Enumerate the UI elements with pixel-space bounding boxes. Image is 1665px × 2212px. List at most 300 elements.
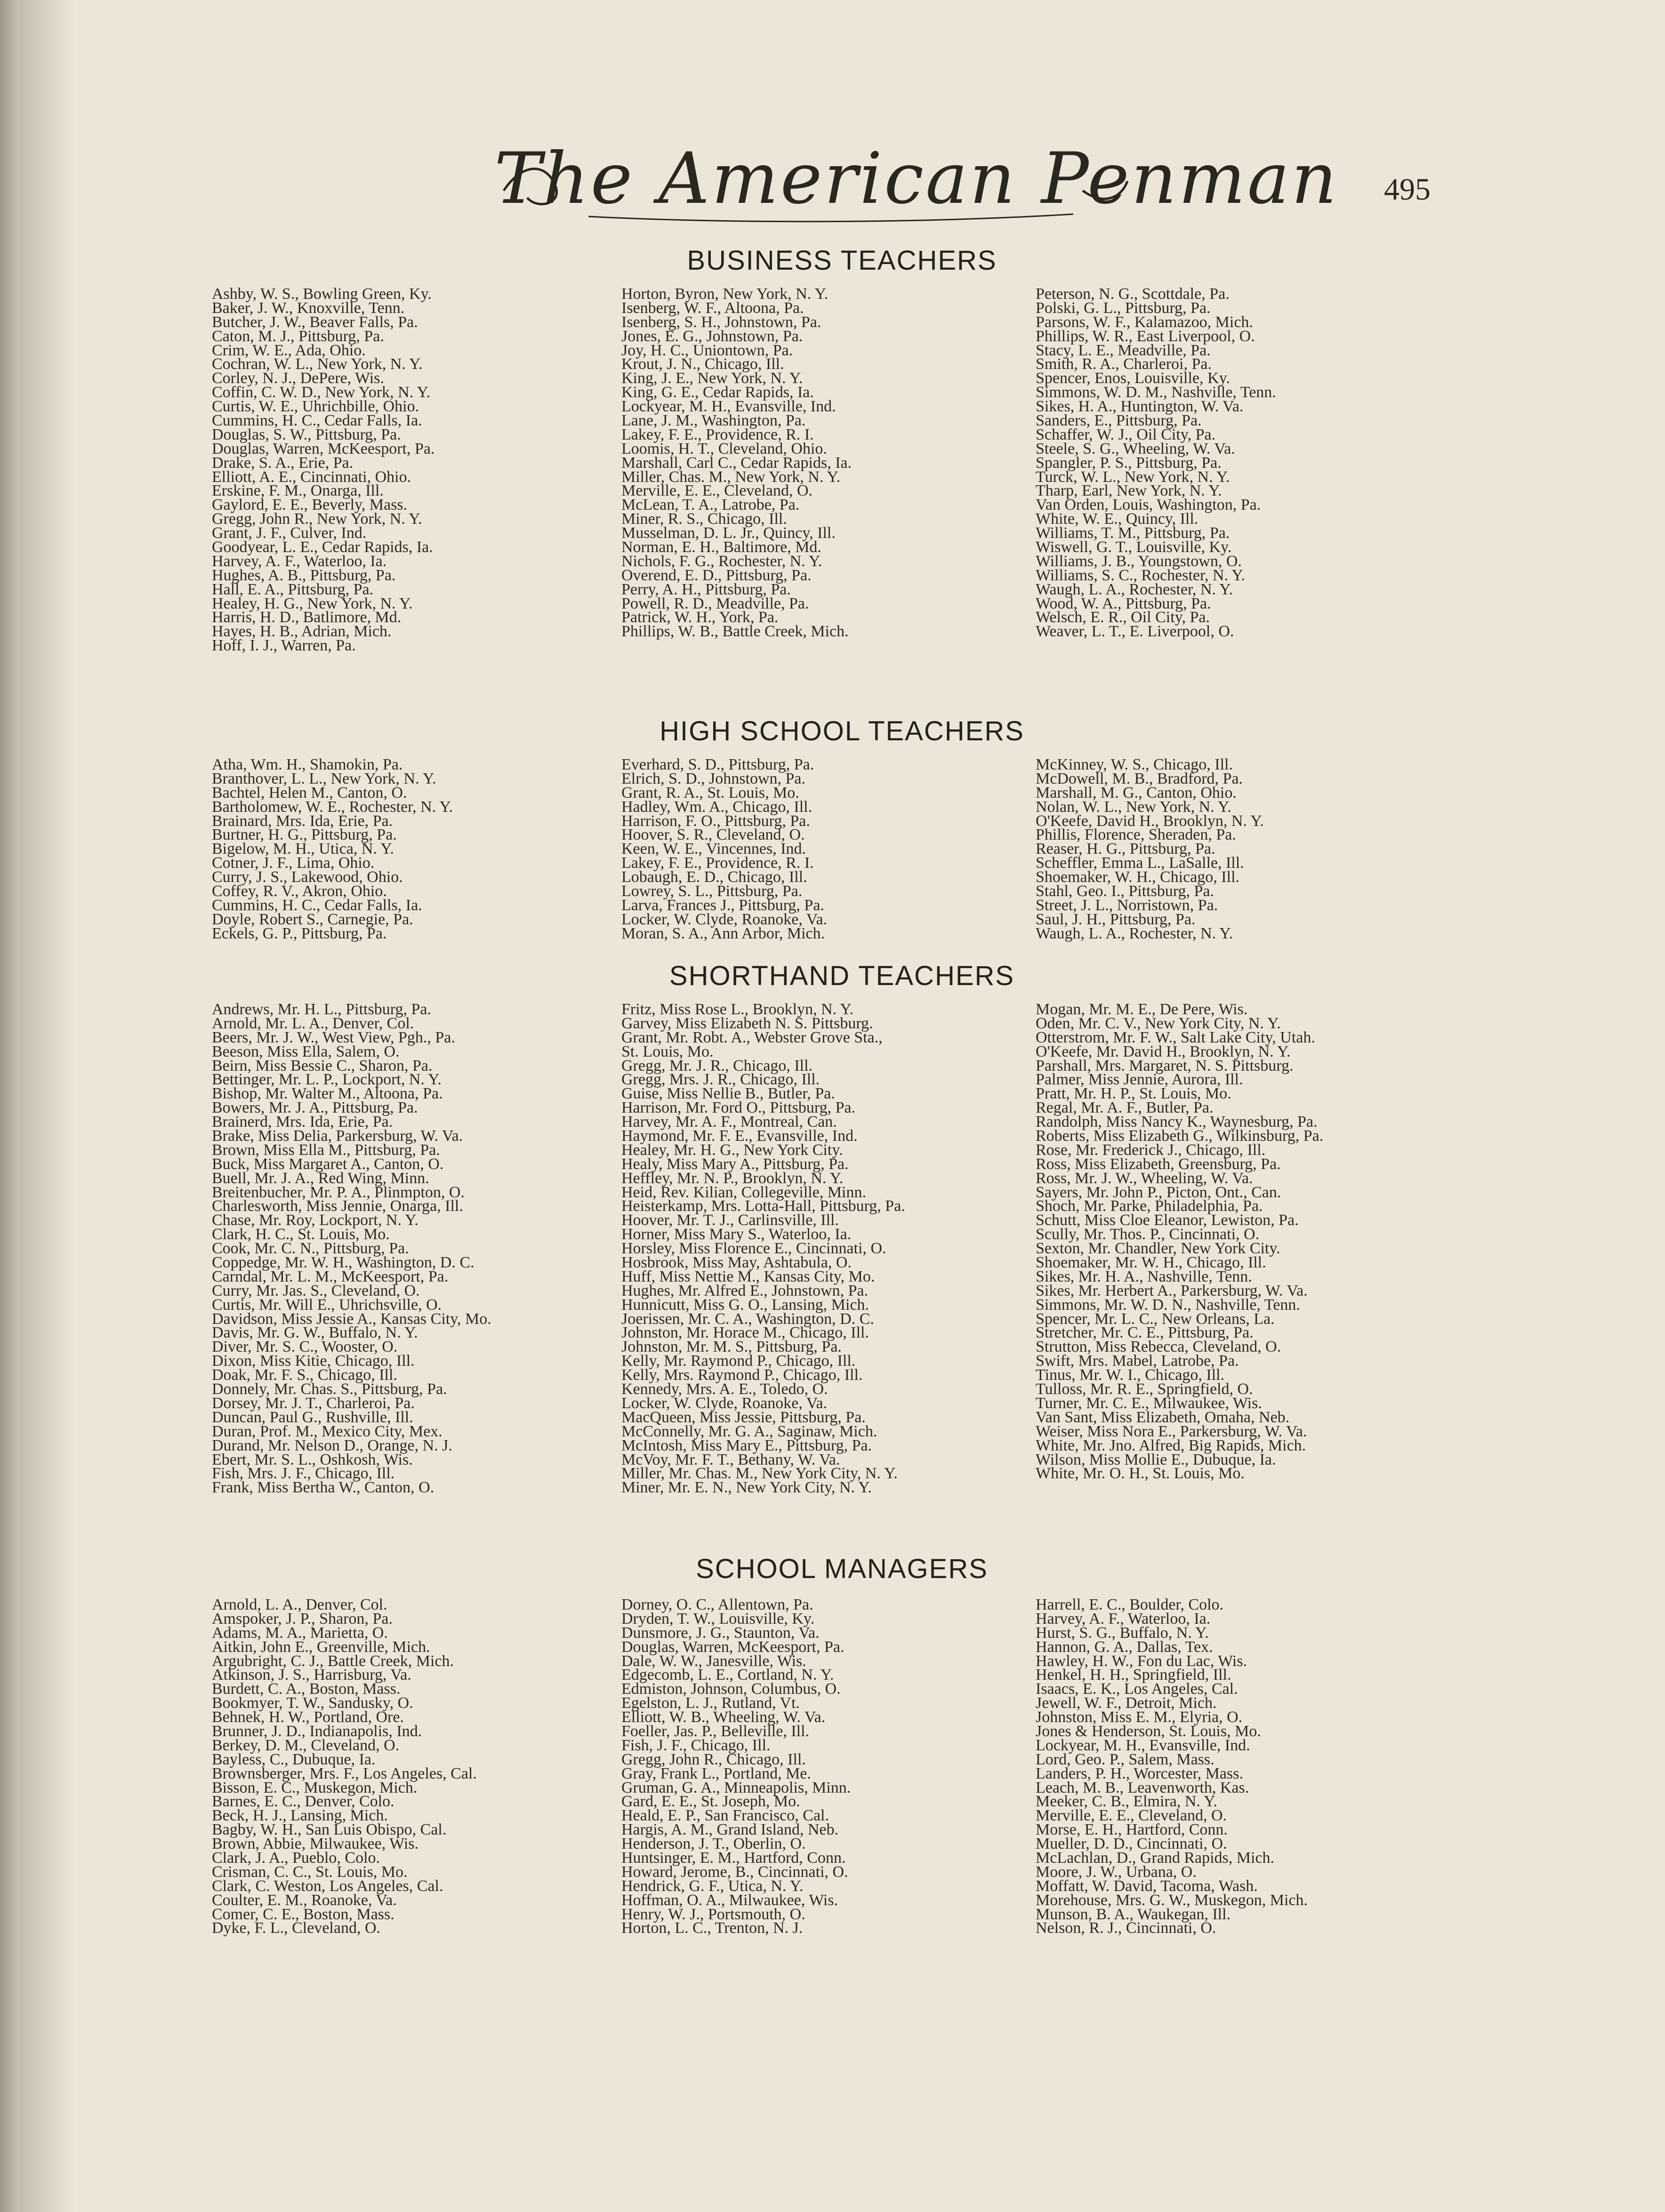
directory-entry: Gregg, John R., New York, N. Y. xyxy=(212,510,422,528)
directory-entry: Lockyear, M. H., Evansville, Ind. xyxy=(1036,1736,1250,1754)
directory-entry: Gregg, John R., Chicago, Ill. xyxy=(621,1750,806,1768)
directory-entry: Oden, Mr. C. V., New York City, N. Y. xyxy=(1036,1014,1281,1032)
directory-entry: Elliott, A. E., Cincinnati, Ohio. xyxy=(212,468,411,486)
directory-entry: Horton, Byron, New York, N. Y. xyxy=(621,285,828,303)
directory-entry: Hall, E. A., Pittsburg, Pa. xyxy=(212,580,374,598)
directory-entry: Simmons, W. D. M., Nashville, Tenn. xyxy=(1036,384,1276,401)
directory-entry: Brownsberger, Mrs. F., Los Angeles, Cal. xyxy=(212,1764,477,1782)
directory-entry: Elliott, W. B., Wheeling, W. Va. xyxy=(621,1708,826,1726)
directory-entry: Lord, Geo. P., Salem, Mass. xyxy=(1036,1750,1215,1768)
directory-entry: Brainerd, Mrs. Ida, Erie, Pa. xyxy=(212,1113,393,1131)
shorthand-teachers-column-3 xyxy=(1036,1002,1323,1481)
directory-entry: Reaser, H. G., Pittsburg, Pa. xyxy=(1036,840,1215,858)
directory-entry: Bookmyer, T. W., Sandusky, O. xyxy=(212,1694,413,1712)
directory-entry: Burtner, H. G., Pittsburg, Pa. xyxy=(212,826,397,844)
directory-entry: Coffey, R. V., Akron, Ohio. xyxy=(212,882,387,900)
directory-entry: Swift, Mrs. Mabel, Latrobe, Pa. xyxy=(1036,1352,1239,1370)
directory-entry: Harris, H. D., Batlimore, Md. xyxy=(212,609,402,626)
directory-entry: Morse, E. H., Hartford, Conn. xyxy=(1036,1821,1228,1839)
directory-entry: Heffley, Mr. N. P., Brooklyn, N. Y. xyxy=(621,1169,844,1187)
directory-entry: King, J. E., New York, N. Y. xyxy=(621,369,803,387)
directory-entry: Aitkin, John E., Greenville, Mich. xyxy=(212,1638,430,1656)
directory-entry: Charlesworth, Miss Jennie, Onarga, Ill. xyxy=(212,1197,463,1215)
directory-entry: Sikes, H. A., Huntington, W. Va. xyxy=(1036,398,1244,416)
directory-entry: Loomis, H. T., Cleveland, Ohio. xyxy=(621,440,827,457)
directory-entry: Henderson, J. T., Oberlin, O. xyxy=(621,1835,806,1853)
directory-entry: Turck, W. L., New York, N. Y. xyxy=(1036,468,1230,486)
directory-entry: Duran, Prof. M., Mexico City, Mex. xyxy=(212,1422,442,1440)
directory-entry: Gruman, G. A., Minneapolis, Minn. xyxy=(621,1779,851,1796)
directory-entry: Argubright, C. J., Battle Creek, Mich. xyxy=(212,1652,454,1670)
directory-entry: Spangler, P. S., Pittsburg, Pa. xyxy=(1036,454,1222,472)
directory-entry: Harrison, Mr. Ford O., Pittsburg, Pa. xyxy=(621,1099,856,1117)
directory-entry: Butcher, J. W., Beaver Falls, Pa. xyxy=(212,313,418,331)
directory-entry: Schaffer, W. J., Oil City, Pa. xyxy=(1036,425,1216,443)
directory-entry: Sexton, Mr. Chandler, New York City. xyxy=(1036,1240,1280,1258)
directory-entry: Waugh, L. A., Rochester, N. Y. xyxy=(1036,924,1233,942)
directory-entry: Bishop, Mr. Walter M., Altoona, Pa. xyxy=(212,1085,443,1103)
directory-entry: Isenberg, W. F., Altoona, Pa. xyxy=(621,299,804,317)
directory-entry: Henry, W. J., Portsmouth, O. xyxy=(621,1905,805,1923)
directory-entry: Dorsey, Mr. J. T., Charleroi, Pa. xyxy=(212,1394,415,1412)
directory-entry: Johnston, Mr. M. S., Pittsburg, Pa. xyxy=(621,1338,842,1356)
directory-entry: Shoemaker, Mr. W. H., Chicago, Ill. xyxy=(1036,1254,1266,1272)
directory-entry: Saul, J. H., Pittsburg, Pa. xyxy=(1036,910,1196,928)
directory-entry: Dunsmore, J. G., Staunton, Va. xyxy=(621,1624,820,1642)
directory-entry: Bayless, C., Dubuque, Ia. xyxy=(212,1750,376,1768)
directory-entry: Elrich, S. D., Johnstown, Pa. xyxy=(621,769,805,787)
directory-entry: Ross, Mr. J. W., Wheeling, W. Va. xyxy=(1036,1169,1253,1187)
directory-entry: Clark, H. C., St. Louis, Mo. xyxy=(212,1226,390,1243)
directory-entry: Douglas, S. W., Pittsburg, Pa. xyxy=(212,425,401,443)
section-heading-business-teachers: BUSINESS TEACHERS xyxy=(687,245,997,276)
directory-entry: Marshall, Carl C., Cedar Rapids, Ia. xyxy=(621,454,852,472)
directory-entry: Roberts, Miss Elizabeth G., Wilkinsburg, Pa. xyxy=(1036,1127,1324,1145)
directory-entry: Bigelow, M. H., Utica, N. Y. xyxy=(212,840,394,858)
directory-entry: Musselman, D. L. Jr., Quincy, Ill. xyxy=(621,524,836,542)
directory-entry: Lakey, F. E., Providence, R. I. xyxy=(621,854,814,872)
directory-entry: Hawley, H. W., Fon du Lac, Wis. xyxy=(1036,1652,1247,1670)
directory-entry: Donnely, Mr. Chas. S., Pittsburg, Pa. xyxy=(212,1380,447,1398)
directory-entry: Strutton, Miss Rebecca, Cleveland, O. xyxy=(1036,1338,1281,1356)
page xyxy=(19,0,1665,2212)
business-teachers-column-3 xyxy=(1036,287,1276,639)
directory-entry: McKinney, W. S., Chicago, Ill. xyxy=(1036,756,1233,773)
directory-entry: Erskine, F. M., Onarga, Ill. xyxy=(212,482,384,500)
directory-entry: Brunner, J. D., Indianapolis, Ind. xyxy=(212,1723,422,1740)
directory-entry: Peterson, N. G., Scottdale, Pa. xyxy=(1036,285,1230,303)
high-school-teachers-column-2 xyxy=(621,758,827,941)
directory-entry: Simmons, Mr. W. D. N., Nashville, Tenn. xyxy=(1036,1296,1300,1314)
directory-entry: Tulloss, Mr. R. E., Springfield, O. xyxy=(1036,1380,1253,1398)
directory-entry: Weiser, Miss Nora E., Parkersburg, W. Va. xyxy=(1036,1422,1307,1440)
directory-entry: McIntosh, Miss Mary E., Pittsburg, Pa. xyxy=(621,1436,872,1454)
directory-entry: White, Mr. Jno. Alfred, Big Rapids, Mich. xyxy=(1036,1436,1306,1454)
directory-entry: Jones, E. G., Johnstown, Pa. xyxy=(621,327,803,345)
directory-entry: Bisson, E. C., Muskegon, Mich. xyxy=(212,1779,418,1796)
section-heading-school-managers: SCHOOL MANAGERS xyxy=(696,1554,988,1584)
directory-entry: Gaylord, E. E., Beverly, Mass. xyxy=(212,496,408,514)
directory-entry: Gray, Frank L., Portland, Me. xyxy=(621,1764,811,1782)
directory-entry: Williams, J. B., Youngstown, O. xyxy=(1036,552,1242,570)
facing-page-edge xyxy=(0,0,19,2212)
directory-entry: Perry, A. H., Pittsburg, Pa. xyxy=(621,580,791,598)
directory-entry: Stacy, L. E., Meadville, Pa. xyxy=(1036,341,1211,359)
directory-entry: Healey, H. G., New York, N. Y. xyxy=(212,594,413,612)
directory-entry: Behnek, H. W., Portland, Ore. xyxy=(212,1708,404,1726)
directory-entry: Harrell, E. C., Boulder, Colo. xyxy=(1036,1596,1224,1613)
directory-entry: Brake, Miss Delia, Parkersburg, W. Va. xyxy=(212,1127,463,1145)
directory-entry: Cook, Mr. C. N., Pittsburg, Pa. xyxy=(212,1240,409,1258)
directory-entry: Patrick, W. H., York, Pa. xyxy=(621,609,779,626)
directory-entry: Clark, J. A., Pueblo, Colo. xyxy=(212,1849,380,1867)
directory-entry: Curtis, Mr. Will E., Uhrichsville, O. xyxy=(212,1296,442,1314)
directory-entry: Foeller, Jas. P., Belleville, Ill. xyxy=(621,1723,810,1740)
directory-entry: Phillis, Florence, Sheraden, Pa. xyxy=(1036,826,1236,844)
directory-entry: Fish, Mrs. J. F., Chicago, Ill. xyxy=(212,1465,395,1483)
directory-entry: Hadley, Wm. A., Chicago, Ill. xyxy=(621,798,812,816)
directory-entry: Ebert, Mr. S. L., Oshkosh, Wis. xyxy=(212,1451,413,1468)
directory-entry: Lowrey, S. L., Pittsburg, Pa. xyxy=(621,882,803,900)
directory-entry: Tharp, Earl, New York, N. Y. xyxy=(1036,482,1222,500)
directory-entry: Dale, W. W., Janesville, Wis. xyxy=(621,1652,806,1670)
business-teachers-column-2 xyxy=(621,287,852,639)
directory-entry: Bettinger, Mr. L. P., Lockport, N. Y. xyxy=(212,1071,442,1089)
directory-entry: Kelly, Mr. Raymond P., Chicago, Ill. xyxy=(621,1352,856,1370)
directory-entry: Miner, R. S., Chicago, Ill. xyxy=(621,510,787,528)
directory-entry: Coffin, C. W. D., New York, N. Y. xyxy=(212,384,431,401)
directory-entry: Spencer, Mr. L. C., New Orleans, La. xyxy=(1036,1310,1275,1328)
directory-entry: Douglas, Warren, McKeesport, Pa. xyxy=(212,440,435,457)
directory-entry: Smith, R. A., Charleroi, Pa. xyxy=(1036,355,1212,373)
directory-entry: Krout, J. N., Chicago, Ill. xyxy=(621,355,784,373)
directory-entry: Wiswell, G. T., Louisville, Ky. xyxy=(1036,538,1232,556)
directory-entry: Williams, S. C., Rochester, N. Y. xyxy=(1036,566,1245,584)
directory-entry: Atha, Wm. H., Shamokin, Pa. xyxy=(212,756,403,773)
directory-entry: Munson, B. A., Waukegan, Ill. xyxy=(1036,1905,1231,1923)
gutter-shadow xyxy=(19,0,75,2212)
directory-entry: Berkey, D. M., Cleveland, O. xyxy=(212,1736,400,1754)
section-heading-shorthand-teachers: SHORTHAND TEACHERS xyxy=(669,961,1015,991)
directory-entry: Crisman, C. C., St. Louis, Mo. xyxy=(212,1863,408,1881)
directory-entry: Sikes, Mr. Herbert A., Parkersburg, W. Va. xyxy=(1036,1282,1308,1299)
directory-entry: Rose, Mr. Frederick J., Chicago, Ill. xyxy=(1036,1141,1266,1159)
directory-entry: Steele, S. G., Wheeling, W. Va. xyxy=(1036,440,1235,457)
directory-entry: Hannon, G. A., Dallas, Tex. xyxy=(1036,1638,1213,1656)
directory-entry: Douglas, Warren, McKeesport, Pa. xyxy=(621,1638,845,1656)
directory-entry: Andrews, Mr. H. L., Pittsburg, Pa. xyxy=(212,1001,431,1018)
directory-entry: Waugh, L. A., Rochester, N. Y. xyxy=(1036,580,1233,598)
directory-entry: Huntsinger, E. M., Hartford, Conn. xyxy=(621,1849,846,1867)
directory-entry: Cummins, H. C., Cedar Falls, Ia. xyxy=(212,412,422,430)
directory-entry: White, Mr. O. H., St. Louis, Mo. xyxy=(1036,1465,1245,1483)
directory-entry: Howard, Jerome, B., Cincinnati, O. xyxy=(621,1863,848,1881)
directory-entry: Parshall, Mrs. Margaret, N. S. Pittsburg. xyxy=(1036,1057,1294,1074)
directory-entry: Turner, Mr. C. E., Milwaukee, Wis. xyxy=(1036,1394,1262,1412)
directory-entry: Everhard, S. D., Pittsburg, Pa. xyxy=(621,756,814,773)
high-school-teachers-column-3 xyxy=(1036,758,1264,941)
directory-entry: Miner, Mr. E. N., New York City, N. Y. xyxy=(621,1479,872,1497)
directory-entry: Dixon, Miss Kitie, Chicago, Ill. xyxy=(212,1352,415,1370)
directory-entry: Otterstrom, Mr. F. W., Salt Lake City, Utah. xyxy=(1036,1028,1315,1046)
directory-entry: Leach, M. B., Leavenworth, Kas. xyxy=(1036,1779,1249,1796)
business-teachers-column-1 xyxy=(212,287,434,653)
directory-entry: Overend, E. D., Pittsburg, Pa. xyxy=(621,566,812,584)
directory-entry: Carndal, Mr. L. M., McKeesport, Pa. xyxy=(212,1267,449,1285)
directory-entry: Phillips, W. B., Battle Creek, Mich. xyxy=(621,623,849,641)
directory-entry: Fish, J. F., Chicago, Ill. xyxy=(621,1736,771,1754)
directory-entry: Horsley, Miss Florence E., Cincinnati, O. xyxy=(621,1240,886,1258)
directory-entry: Miller, Mr. Chas. M., New York City, N. Y. xyxy=(621,1465,898,1483)
directory-entry: Grant, J. F., Culver, Ind. xyxy=(212,524,367,542)
directory-entry: Marshall, M. G., Canton, Ohio. xyxy=(1036,784,1237,801)
directory-entry: Hurst, S. G., Buffalo, N. Y. xyxy=(1036,1624,1209,1642)
directory-entry: Arnold, L. A., Denver, Col. xyxy=(212,1596,387,1613)
directory-entry: Lane, J. M., Washington, Pa. xyxy=(621,412,806,430)
directory-entry: O'Keefe, David H., Brooklyn, N. Y. xyxy=(1036,812,1264,830)
directory-entry: Heisterkamp, Mrs. Lotta-Hall, Pittsburg, Pa. xyxy=(621,1197,905,1215)
directory-entry: Diver, Mr. S. C., Wooster, O. xyxy=(212,1338,398,1356)
directory-entry: Healy, Miss Mary A., Pittsburg, Pa. xyxy=(621,1155,849,1173)
directory-entry: Davidson, Miss Jessie A., Kansas City, Mo. xyxy=(212,1310,491,1328)
directory-entry: Ross, Miss Elizabeth, Greensburg, Pa. xyxy=(1036,1155,1281,1173)
directory-entry: Hoover, Mr. T. J., Carlinsville, Ill. xyxy=(621,1211,839,1229)
directory-entry: Beeson, Miss Ella, Salem, O. xyxy=(212,1042,400,1060)
directory-entry: Hughes, Mr. Alfred E., Johnstown, Pa. xyxy=(621,1282,869,1299)
shorthand-teachers-column-1 xyxy=(212,1002,491,1495)
directory-entry: Lakey, F. E., Providence, R. I. xyxy=(621,425,814,443)
directory-entry: Burdett, C. A., Boston, Mass. xyxy=(212,1680,401,1698)
directory-entry: Landers, P. H., Worcester, Mass. xyxy=(1036,1764,1243,1782)
directory-entry: Corley, N. J., DePere, Wis. xyxy=(212,369,384,387)
directory-entry: Horton, L. C., Trenton, N. J. xyxy=(621,1919,803,1937)
directory-entry: Williams, T. M., Pittsburg, Pa. xyxy=(1036,524,1230,542)
directory-entry: Locker, W. Clyde, Roanoke, Va. xyxy=(621,1394,828,1412)
directory-entry: Scully, Mr. Thos. P., Cincinnati, O. xyxy=(1036,1226,1260,1243)
directory-entry: Harvey, A. F., Waterloo, Ia. xyxy=(1036,1610,1211,1627)
directory-entry: Dyke, F. L., Cleveland, O. xyxy=(212,1919,380,1937)
directory-entry: Phillips, W. R., East Liverpool, O. xyxy=(1036,327,1255,345)
directory-entry: Isaacs, E. K., Los Angeles, Cal. xyxy=(1036,1680,1238,1698)
directory-entry: Clark, C. Weston, Los Angeles, Cal. xyxy=(212,1877,443,1895)
directory-entry: Hoover, S. R., Cleveland, O. xyxy=(621,826,805,844)
directory-entry: Curry, J. S., Lakewood, Ohio. xyxy=(212,868,403,886)
directory-entry: Gregg, Mr. J. R., Chicago, Ill. xyxy=(621,1057,813,1074)
directory-entry: Mogan, Mr. M. E., De Pere, Wis. xyxy=(1036,1001,1248,1018)
directory-entry: Adams, M. A., Marietta, O. xyxy=(212,1624,388,1642)
directory-entry: Dorney, O. C., Allentown, Pa. xyxy=(621,1596,813,1613)
directory-entry: Joy, H. C., Uniontown, Pa. xyxy=(621,341,793,359)
directory-entry: Huff, Miss Nettie M., Kansas City, Mo. xyxy=(621,1267,875,1285)
directory-entry: Beck, H. J., Lansing, Mich. xyxy=(212,1807,388,1825)
directory-entry: Duncan, Paul G., Rushville, Ill. xyxy=(212,1408,413,1426)
directory-entry: Stretcher, Mr. C. E., Pittsburg, Pa. xyxy=(1036,1324,1254,1342)
directory-entry: Shoemaker, W. H., Chicago, Ill. xyxy=(1036,868,1240,886)
directory-entry: Wood, W. A., Pittsburg, Pa. xyxy=(1036,594,1211,612)
directory-entry: Caton, M. J., Pittsburg, Pa. xyxy=(212,327,384,345)
directory-entry: Merville, E. E., Cleveland, O. xyxy=(621,482,813,500)
directory-entry: Stahl, Geo. I., Pittsburg, Pa. xyxy=(1036,882,1215,900)
directory-entry: Schutt, Miss Cloe Eleanor, Lewiston, Pa. xyxy=(1036,1211,1299,1229)
directory-entry: Larva, Frances J., Pittsburg, Pa. xyxy=(621,896,824,914)
directory-entry: Powell, R. D., Meadville, Pa. xyxy=(621,594,809,612)
directory-entry: Lobaugh, E. D., Chicago, Ill. xyxy=(621,868,807,886)
directory-entry: Wilson, Miss Mollie E., Dubuque, Ia. xyxy=(1036,1451,1276,1468)
directory-entry: Hoffman, O. A., Milwaukee, Wis. xyxy=(621,1891,838,1909)
directory-entry: Bartholomew, W. E., Rochester, N. Y. xyxy=(212,798,453,816)
directory-entry: Haymond, Mr. F. E., Evansville, Ind. xyxy=(621,1127,858,1145)
directory-entry: Sayers, Mr. John P., Picton, Ont., Can. xyxy=(1036,1183,1281,1201)
directory-entry: Doyle, Robert S., Carnegie, Pa. xyxy=(212,910,413,928)
directory-entry: Edmiston, Johnson, Columbus, O. xyxy=(621,1680,841,1698)
directory-entry: Lockyear, M. H., Evansville, Ind. xyxy=(621,398,836,416)
directory-entry: Brainard, Mrs. Ida, Erie, Pa. xyxy=(212,812,393,830)
directory-entry: McVoy, Mr. F. T., Bethany, W. Va. xyxy=(621,1451,840,1468)
directory-entry: O'Keefe, Mr. David H., Brooklyn, N. Y. xyxy=(1036,1042,1291,1060)
directory-entry: Dryden, T. W., Louisville, Ky. xyxy=(621,1610,815,1627)
directory-entry: Branthover, L. L., New York, N. Y. xyxy=(212,769,436,787)
directory-entry: Guise, Miss Nellie B., Butler, Pa. xyxy=(621,1085,835,1103)
directory-entry: Jones & Henderson, St. Louis, Mo. xyxy=(1036,1723,1261,1740)
directory-entry: Cotner, J. F., Lima, Ohio. xyxy=(212,854,375,872)
directory-entry: Arnold, Mr. L. A., Denver, Col. xyxy=(212,1014,414,1032)
directory-entry: Davis, Mr. G. W., Buffalo, N. Y. xyxy=(212,1324,418,1342)
directory-entry: Buell, Mr. J. A., Red Wing, Minn. xyxy=(212,1169,429,1187)
directory-entry: Bagby, W. H., San Luis Obispo, Cal. xyxy=(212,1821,447,1839)
directory-entry: Keen, W. E., Vincennes, Ind. xyxy=(621,840,806,858)
directory-entry: Drake, S. A., Erie, Pa. xyxy=(212,454,354,472)
directory-entry: Ashby, W. S., Bowling Green, Ky. xyxy=(212,285,432,303)
directory-entry: Gregg, Mrs. J. R., Chicago, Ill. xyxy=(621,1071,820,1089)
directory-entry: Merville, E. E., Cleveland, O. xyxy=(1036,1807,1227,1825)
directory-entry: Bowers, Mr. J. A., Pittsburg, Pa. xyxy=(212,1099,418,1117)
directory-entry: Van Orden, Louis, Washington, Pa. xyxy=(1036,496,1261,514)
directory-entry: Shoch, Mr. Parke, Philadelphia, Pa. xyxy=(1036,1197,1263,1215)
directory-entry: Randolph, Miss Nancy K., Waynesburg, Pa. xyxy=(1036,1113,1318,1131)
directory-entry: Cochran, W. L., New York, N. Y. xyxy=(212,355,423,373)
directory-entry: Eckels, G. P., Pittsburg, Pa. xyxy=(212,924,387,942)
directory-entry: Cummins, H. C., Cedar Falls, Ia. xyxy=(212,896,422,914)
directory-entry: Curtis, W. E., Uhrichbille, Ohio. xyxy=(212,398,419,416)
directory-entry: Goodyear, L. E., Cedar Rapids, Ia. xyxy=(212,538,433,556)
directory-entry: Brown, Miss Ella M., Pittsburg, Pa. xyxy=(212,1141,440,1159)
directory-entry: Tinus, Mr. W. I., Chicago, Ill. xyxy=(1036,1366,1225,1384)
directory-entry: Frank, Miss Bertha W., Canton, O. xyxy=(212,1479,434,1497)
directory-entry: Healey, Mr. H. G., New York City. xyxy=(621,1141,843,1159)
school-managers-column-3 xyxy=(1036,1598,1308,1935)
directory-entry: Mueller, D. D., Cincinnati, O. xyxy=(1036,1835,1227,1853)
directory-entry: Parsons, W. F., Kalamazoo, Mich. xyxy=(1036,313,1253,331)
directory-entry: Spencer, Enos, Louisville, Ky. xyxy=(1036,369,1230,387)
directory-entry: McDowell, M. B., Bradford, Pa. xyxy=(1036,769,1243,787)
directory-entry: Edgecomb, L. E., Cortland, N. Y. xyxy=(621,1666,834,1684)
school-managers-column-2 xyxy=(621,1598,851,1935)
directory-entry: Grant, Mr. Robt. A., Webster Grove Sta., xyxy=(621,1028,883,1046)
directory-entry: Nichols, F. G., Rochester, N. Y. xyxy=(621,552,822,570)
directory-entry: Coppedge, Mr. W. H., Washington, D. C. xyxy=(212,1254,475,1272)
section-heading-high-school-teachers: HIGH SCHOOL TEACHERS xyxy=(660,716,1024,746)
directory-entry: Norman, E. H., Baltimore, Md. xyxy=(621,538,821,556)
directory-entry: Chase, Mr. Roy, Lockport, N. Y. xyxy=(212,1211,418,1229)
directory-entry: Hayes, H. B., Adrian, Mich. xyxy=(212,623,392,641)
directory-entry: Weaver, L. T., E. Liverpool, O. xyxy=(1036,623,1234,641)
directory-entry: Brown, Abbie, Milwaukee, Wis. xyxy=(212,1835,419,1853)
directory-entry: Bachtel, Helen M., Canton, O. xyxy=(212,784,407,801)
directory-entry: Harvey, A. F., Waterloo, Ia. xyxy=(212,552,387,570)
directory-entry: Moore, J. W., Urbana, O. xyxy=(1036,1863,1197,1881)
directory-entry: Moffatt, W. David, Tacoma, Wash. xyxy=(1036,1877,1258,1895)
directory-entry: Jewell, W. F., Detroit, Mich. xyxy=(1036,1694,1217,1712)
directory-entry: Regal, Mr. A. F., Butler, Pa. xyxy=(1036,1099,1214,1117)
directory-entry: Hunnicutt, Miss G. O., Lansing, Mich. xyxy=(621,1296,869,1314)
directory-entry: Garvey, Miss Elizabeth N. S. Pittsburg. xyxy=(621,1014,873,1032)
directory-entry: Johnston, Miss E. M., Elyria, O. xyxy=(1036,1708,1243,1726)
directory-entry: Hughes, A. B., Pittsburg, Pa. xyxy=(212,566,396,584)
directory-entry: Comer, C. E., Boston, Mass. xyxy=(212,1905,394,1923)
directory-entry: Coulter, E. M., Roanoke, Va. xyxy=(212,1891,397,1909)
directory-entry: Joerissen, Mr. C. A., Washington, D. C. xyxy=(621,1310,874,1328)
directory-entry: Moran, S. A., Ann Arbor, Mich. xyxy=(621,924,825,942)
directory-entry: Sikes, Mr. H. A., Nashville, Tenn. xyxy=(1036,1267,1252,1285)
directory-entry: Kennedy, Mrs. A. E., Toledo, O. xyxy=(621,1380,828,1398)
directory-entry: Barnes, E. C., Denver, Colo. xyxy=(212,1793,394,1811)
directory-entry: Amspoker, J. P., Sharon, Pa. xyxy=(212,1610,393,1627)
directory-entry: McConnelly, Mr. G. A., Saginaw, Mich. xyxy=(621,1422,877,1440)
directory-entry: Breitenbucher, Mr. P. A., Plinmpton, O. xyxy=(212,1183,465,1201)
directory-entry: Crim, W. E., Ada, Ohio. xyxy=(212,341,366,359)
directory-entry: Hoff, I. J., Warren, Pa. xyxy=(212,637,356,655)
directory-entry: Egelston, L. J., Rutland, Vt. xyxy=(621,1694,800,1712)
directory-entry: Polski, G. L., Pittsburg, Pa. xyxy=(1036,299,1211,317)
directory-entry: Welsch, E. R., Oil City, Pa. xyxy=(1036,609,1210,626)
directory-entry: St. Louis, Mo. xyxy=(621,1042,714,1060)
directory-entry: Harvey, Mr. A. F., Montreal, Can. xyxy=(621,1113,837,1131)
directory-entry: Nelson, R. J., Cincinnati, O. xyxy=(1036,1919,1216,1937)
high-school-teachers-column-1 xyxy=(212,758,453,941)
directory-entry: Fritz, Miss Rose L., Brooklyn, N. Y. xyxy=(621,1001,854,1018)
directory-entry: Van Sant, Miss Elizabeth, Omaha, Neb. xyxy=(1036,1408,1290,1426)
masthead-title: The American Penman xyxy=(494,138,1339,220)
directory-entry: Doak, Mr. F. S., Chicago, Ill. xyxy=(212,1366,397,1384)
school-managers-column-1 xyxy=(212,1598,477,1935)
directory-entry: Heid, Rev. Kilian, Collegeville, Minn. xyxy=(621,1183,866,1201)
directory-entry: Hargis, A. M., Grand Island, Neb. xyxy=(621,1821,839,1839)
directory-entry: Palmer, Miss Jennie, Aurora, Ill. xyxy=(1036,1071,1243,1089)
directory-entry: Gard, E. E., St. Joseph, Mo. xyxy=(621,1793,800,1811)
directory-entry: Nolan, W. L., New York, N. Y. xyxy=(1036,798,1231,816)
directory-entry: Henkel, H. H., Springfield, Ill. xyxy=(1036,1666,1231,1684)
directory-entry: Street, J. L., Norristown, Pa. xyxy=(1036,896,1218,914)
directory-entry: Hendrick, G. F., Utica, N. Y. xyxy=(621,1877,804,1895)
directory-entry: Morehouse, Mrs. G. W., Muskegon, Mich. xyxy=(1036,1891,1308,1909)
directory-entry: MacQueen, Miss Jessie, Pittsburg, Pa. xyxy=(621,1408,866,1426)
directory-entry: Isenberg, S. H., Johnstown, Pa. xyxy=(621,313,821,331)
directory-entry: Miller, Chas. M., New York, N. Y. xyxy=(621,468,841,486)
directory-entry: Pratt, Mr. H. P., St. Louis, Mo. xyxy=(1036,1085,1231,1103)
shorthand-teachers-column-2 xyxy=(621,1002,905,1495)
directory-entry: King, G. E., Cedar Rapids, Ia. xyxy=(621,384,814,401)
directory-entry: Beers, Mr. J. W., West View, Pgh., Pa. xyxy=(212,1028,455,1046)
directory-entry: Buck, Miss Margaret A., Canton, O. xyxy=(212,1155,444,1173)
directory-entry: Kelly, Mrs. Raymond P., Chicago, Ill. xyxy=(621,1366,863,1384)
directory-entry: Beirn, Miss Bessie C., Sharon, Pa. xyxy=(212,1057,433,1074)
directory-entry: Curry, Mr. Jas. S., Cleveland, O. xyxy=(212,1282,420,1299)
directory-entry: Durand, Mr. Nelson D., Orange, N. J. xyxy=(212,1436,452,1454)
directory-entry: Hosbrook, Miss May, Ashtabula, O. xyxy=(621,1254,852,1272)
directory-entry: Heald, E. P., San Francisco, Cal. xyxy=(621,1807,829,1825)
directory-entry: Meeker, C. B., Elmira, N. Y. xyxy=(1036,1793,1217,1811)
directory-entry: Johnston, Mr. Horace M., Chicago, Ill. xyxy=(621,1324,869,1342)
